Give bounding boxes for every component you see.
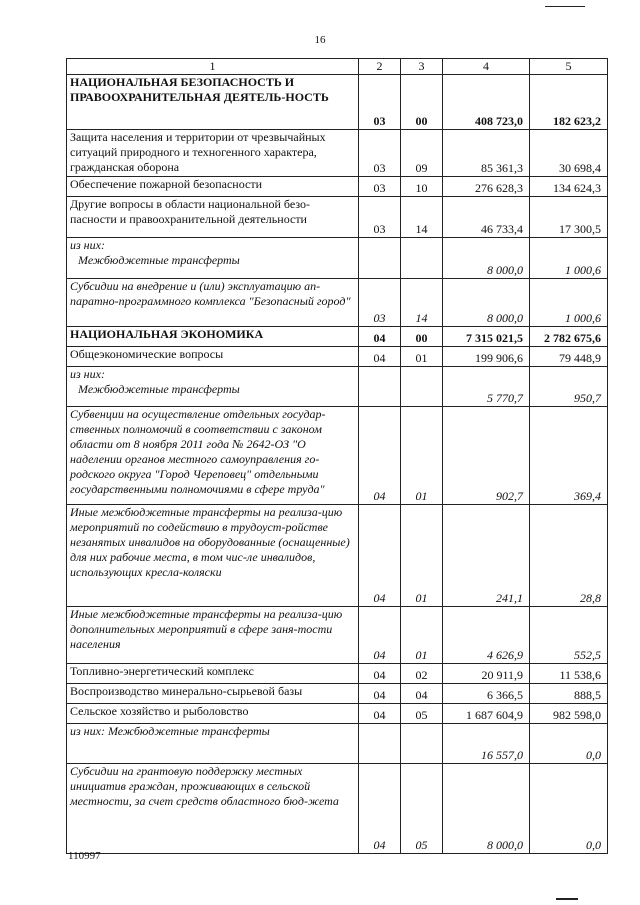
table-row (67, 505, 608, 607)
actual-amount: 30 698,4 (530, 130, 608, 177)
row-name: Защита населения и территории от чрезвычайных ситуаций природного и техногенного характера, гражданская оборона (70, 130, 326, 174)
actual-amount: 1 000,6 (530, 238, 608, 279)
section-code: 03 (359, 197, 401, 238)
table-row (67, 75, 608, 130)
row-name: НАЦИОНАЛЬНАЯ ЭКОНОМИКА (70, 327, 264, 341)
plan-amount: 16 557,0 (443, 724, 530, 764)
row-name-cell (67, 347, 359, 367)
plan-amount: 8 000,0 (443, 764, 530, 854)
header-row (67, 59, 608, 75)
plan-amount: 8 000,0 (443, 279, 530, 327)
subsection-code (401, 724, 443, 764)
row-name: Субвенции на осуществление отдельных государ-ственных полномочий в соответствии с законом области от 8 ноября 2011 года № 2642-ОЗ "О наделении органов местного самоуправления го-родского округа "Город Череповец" отдельными государственными полномочиями в сфере труда" (70, 407, 326, 496)
row-name-cell (67, 664, 359, 684)
table-row (67, 347, 608, 367)
table-row (67, 238, 608, 279)
actual-amount: 79 448,9 (530, 347, 608, 367)
header-col-5: 5 (530, 59, 608, 75)
row-name-cell (67, 327, 359, 347)
subsection-code: 01 (401, 607, 443, 664)
plan-amount: 199 906,6 (443, 347, 530, 367)
plan-amount: 7 315 021,5 (443, 327, 530, 347)
corner-mark-bottom (556, 898, 578, 900)
header-col-4: 4 (443, 59, 530, 75)
table-row (67, 704, 608, 724)
row-name: Иные межбюджетные трансферты на реализа-цию дополнительных мероприятий в сфере заня-тости населения (70, 607, 343, 651)
actual-amount: 982 598,0 (530, 704, 608, 724)
row-name-cell (67, 279, 359, 327)
row-name-cell (67, 197, 359, 238)
plan-amount: 46 733,4 (443, 197, 530, 238)
section-code: 03 (359, 279, 401, 327)
actual-amount: 888,5 (530, 684, 608, 704)
subsection-code: 14 (401, 197, 443, 238)
row-name-cell (67, 607, 359, 664)
actual-amount: 182 623,2 (530, 75, 608, 130)
row-name: Субсидии на грантовую поддержку местных инициатив граждан, проживающих в сельской местности, за счет средств областного бюд-жета (70, 764, 339, 808)
header-col-1: 1 (67, 59, 359, 75)
subsection-code: 00 (401, 327, 443, 347)
row-name-cell (67, 367, 359, 407)
row-name: Сельское хозяйство и рыболовство (70, 704, 249, 718)
table-row (67, 197, 608, 238)
table-row (67, 764, 608, 854)
section-code: 04 (359, 607, 401, 664)
table-row (67, 684, 608, 704)
row-name-cell (67, 75, 359, 130)
actual-amount: 0,0 (530, 724, 608, 764)
section-code: 04 (359, 505, 401, 607)
actual-amount: 11 538,6 (530, 664, 608, 684)
actual-amount: 28,8 (530, 505, 608, 607)
row-name: НАЦИОНАЛЬНАЯ БЕЗОПАСНОСТЬ И ПРАВООХРАНИТЕЛЬНАЯ ДЕЯТЕЛЬ-НОСТЬ (70, 75, 329, 104)
subsection-code (401, 238, 443, 279)
subsection-code: 04 (401, 684, 443, 704)
table-row (67, 407, 608, 505)
section-code: 04 (359, 684, 401, 704)
row-name-cell (67, 130, 359, 177)
table-row (67, 664, 608, 684)
table-row (67, 367, 608, 407)
plan-amount: 5 770,7 (443, 367, 530, 407)
plan-amount: 408 723,0 (443, 75, 530, 130)
section-code: 03 (359, 130, 401, 177)
subsection-code: 02 (401, 664, 443, 684)
section-code: 04 (359, 764, 401, 854)
plan-amount: 902,7 (443, 407, 530, 505)
row-name-cell (67, 238, 359, 279)
budget-table (66, 58, 608, 854)
section-code (359, 367, 401, 407)
section-code: 03 (359, 177, 401, 197)
subsection-code: 00 (401, 75, 443, 130)
section-code: 04 (359, 664, 401, 684)
actual-amount: 369,4 (530, 407, 608, 505)
row-name: Другие вопросы в области национальной безо-пасности и правоохранительной деятельности (70, 197, 311, 226)
subsection-code: 10 (401, 177, 443, 197)
document-code: 110997 (68, 850, 101, 862)
subsection-code: 05 (401, 764, 443, 854)
row-name-cell (67, 177, 359, 197)
row-name: Обеспечение пожарной безопасности (70, 177, 263, 191)
plan-amount: 241,1 (443, 505, 530, 607)
row-name: Иные межбюджетные трансферты на реализа-цию мероприятий по содействию в трудоуст-ройстве незанятых инвалидов на оборудованные (оснащенные) для них рабочие места, в том чис-ле инвалидов, использующих кресла-коляски (70, 505, 350, 579)
table-body (67, 75, 608, 854)
plan-amount: 6 366,5 (443, 684, 530, 704)
section-code: 04 (359, 327, 401, 347)
subsection-code: 09 (401, 130, 443, 177)
actual-amount: 1 000,6 (530, 279, 608, 327)
section-code: 03 (359, 75, 401, 130)
page-number: 16 (314, 34, 326, 46)
actual-amount: 950,7 (530, 367, 608, 407)
header-col-3: 3 (401, 59, 443, 75)
plan-amount: 8 000,0 (443, 238, 530, 279)
actual-amount: 2 782 675,6 (530, 327, 608, 347)
row-name: Воспроизводство минерально-сырьевой базы (70, 684, 303, 698)
row-name-cell (67, 505, 359, 607)
row-subname: Межбюджетные трансферты (78, 253, 240, 267)
row-name: Топливно-энергетический комплекс (70, 664, 254, 678)
section-code (359, 724, 401, 764)
plan-amount: 85 361,3 (443, 130, 530, 177)
subsection-code (401, 367, 443, 407)
row-name: Субсидии на внедрение и (или) эксплуатацию ап-паратно-программного комплекса "Безопасный город" (70, 279, 351, 308)
corner-mark-top (545, 6, 585, 7)
table-row (67, 177, 608, 197)
header-col-2: 2 (359, 59, 401, 75)
section-code: 04 (359, 704, 401, 724)
actual-amount: 0,0 (530, 764, 608, 854)
table-row (67, 279, 608, 327)
subsection-code: 01 (401, 407, 443, 505)
subsection-code: 05 (401, 704, 443, 724)
row-name-cell (67, 684, 359, 704)
row-name: из них: (70, 238, 105, 252)
subsection-code: 01 (401, 505, 443, 607)
plan-amount: 1 687 604,9 (443, 704, 530, 724)
section-code: 04 (359, 407, 401, 505)
plan-amount: 20 911,9 (443, 664, 530, 684)
subsection-code: 14 (401, 279, 443, 327)
plan-amount: 276 628,3 (443, 177, 530, 197)
row-name-cell (67, 724, 359, 764)
row-name: из них: (70, 367, 105, 381)
row-subname: Межбюджетные трансферты (78, 382, 240, 396)
table-row (67, 607, 608, 664)
row-name: Общеэкономические вопросы (70, 347, 224, 361)
section-code: 04 (359, 347, 401, 367)
section-code (359, 238, 401, 279)
table-row (67, 130, 608, 177)
subsection-code: 01 (401, 347, 443, 367)
row-name-cell (67, 764, 359, 854)
actual-amount: 17 300,5 (530, 197, 608, 238)
row-name-cell (67, 704, 359, 724)
plan-amount: 4 626,9 (443, 607, 530, 664)
table-row (67, 724, 608, 764)
actual-amount: 552,5 (530, 607, 608, 664)
actual-amount: 134 624,3 (530, 177, 608, 197)
row-name: из них: Межбюджетные трансферты (70, 724, 270, 738)
row-name-cell (67, 407, 359, 505)
table-row (67, 327, 608, 347)
